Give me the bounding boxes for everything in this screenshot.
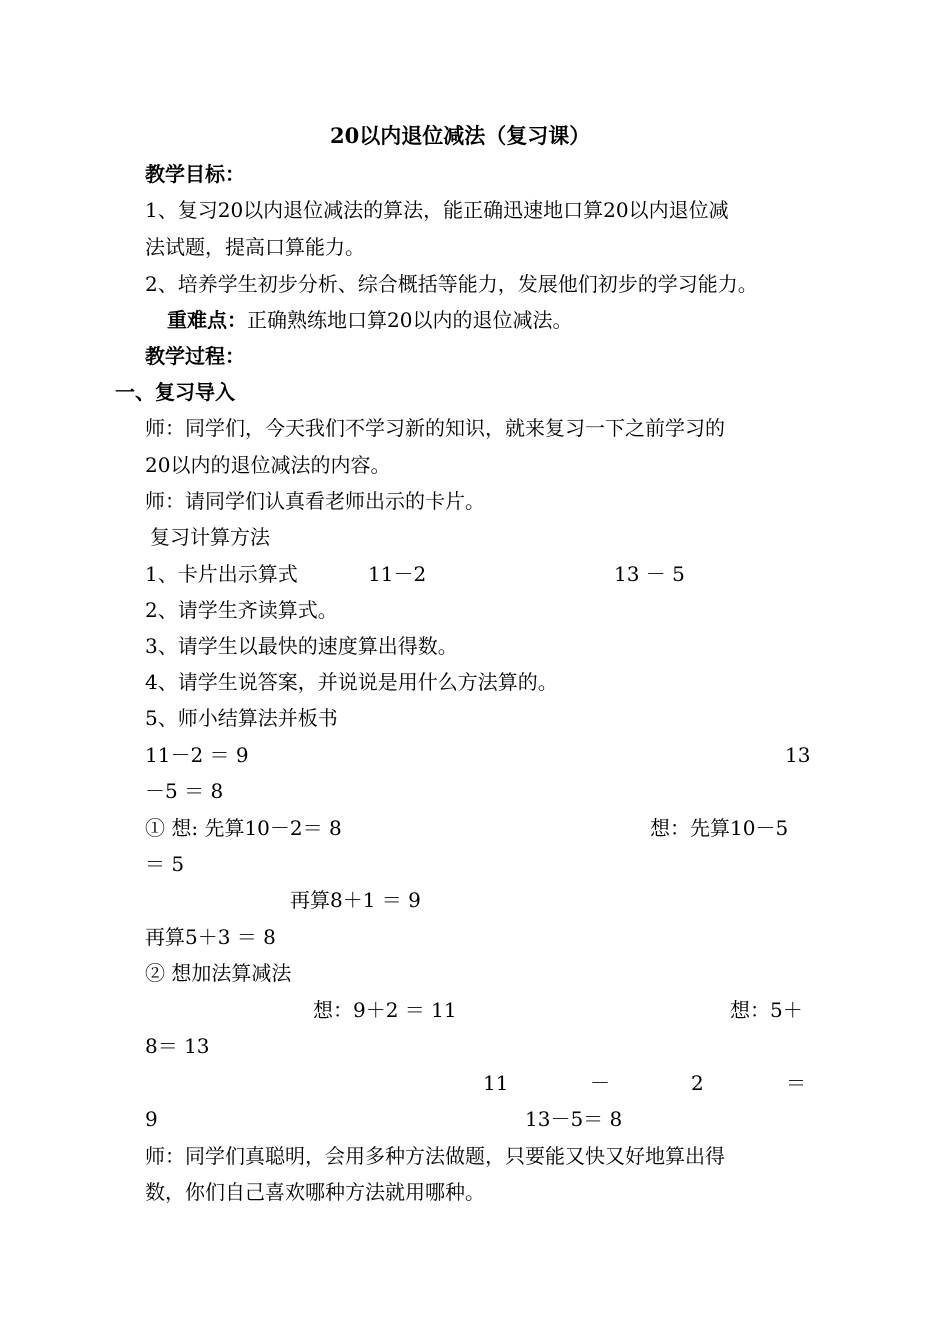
method-2-eq-second: 13－5＝ 8 — [525, 1107, 623, 1131]
teacher-line-1a: 师：同学们，今天我们不学习新的知识，就来复习一下之前学习的 — [145, 416, 725, 440]
method-2-label: ② 想加法算减法 — [145, 961, 292, 985]
method-1-right: 想：先算10－5 — [650, 816, 789, 840]
goal-2: 2、培养学生初步分析、综合概括等能力，发展他们初步的学习能力。 — [145, 272, 758, 296]
key-points-text: 正确熟练地口算20以内的退位减法。 — [247, 308, 573, 332]
equation-a-left: 11－2 ＝ 9 — [145, 743, 249, 767]
equation-a-continued: －5 ＝ 8 — [145, 779, 224, 803]
method-1-continued: ＝ 5 — [145, 852, 185, 876]
section-review-intro: 一、复习导入 — [115, 380, 235, 404]
key-points-label: 重难点： — [167, 308, 247, 332]
method-1-left: ① 想: 先算10－2＝ 8 — [145, 816, 342, 840]
method-2-think-2: 想：5＋ — [730, 998, 803, 1022]
goal-1-line-2: 法试题，提高口算能力。 — [145, 235, 365, 259]
method-2-think-2-continued: 8＝ 13 — [145, 1034, 210, 1058]
step-5: 5、师小结算法并板书 — [145, 706, 338, 730]
teacher-line-3b: 数，你们自己喜欢哪种方法就用哪种。 — [145, 1180, 485, 1204]
method-2-eq-11: 11 — [483, 1071, 509, 1095]
step-3: 3、请学生以最快的速度算出得数。 — [145, 634, 458, 658]
heading-teaching-goals: 教学目标： — [145, 162, 245, 186]
teacher-line-2: 师：请同学们认真看老师出示的卡片。 — [145, 489, 485, 513]
method-2-eq-2: 2 — [691, 1071, 704, 1095]
key-points — [167, 306, 572, 334]
method-1-then-1: 再算8＋1 ＝ 9 — [290, 888, 421, 912]
method-2-eq-minus: － — [590, 1071, 610, 1095]
teacher-line-3a: 师：同学们真聪明，会用多种方法做题，只要能又快又好地算出得 — [145, 1144, 725, 1168]
heading-teaching-process: 教学过程： — [145, 344, 245, 368]
method-2-eq-equals: ＝ — [786, 1071, 806, 1095]
subheading-review-methods: 复习计算方法 — [150, 525, 270, 549]
teacher-line-1b: 20以内的退位减法的内容。 — [145, 453, 391, 477]
step-2: 2、请学生齐读算式。 — [145, 598, 338, 622]
page-title: 20以内退位减法（复习课） — [330, 123, 591, 148]
step-1-equation-2: 13 － 5 — [614, 562, 685, 586]
method-2-think-1: 想：9＋2 ＝ 11 — [313, 998, 457, 1022]
step-1-label: 1、卡片出示算式 — [145, 562, 298, 586]
equation-a-right: 13 — [785, 743, 811, 767]
method-1-then-2: 再算5＋3 ＝ 8 — [145, 925, 276, 949]
method-2-eq-9: 9 — [145, 1107, 158, 1131]
step-4: 4、请学生说答案，并说说是用什么方法算的。 — [145, 670, 558, 694]
step-1-equation-1: 11－2 — [368, 562, 427, 586]
goal-1-line-1: 1、复习20以内退位减法的算法，能正确迅速地口算20以内退位减 — [145, 198, 729, 222]
